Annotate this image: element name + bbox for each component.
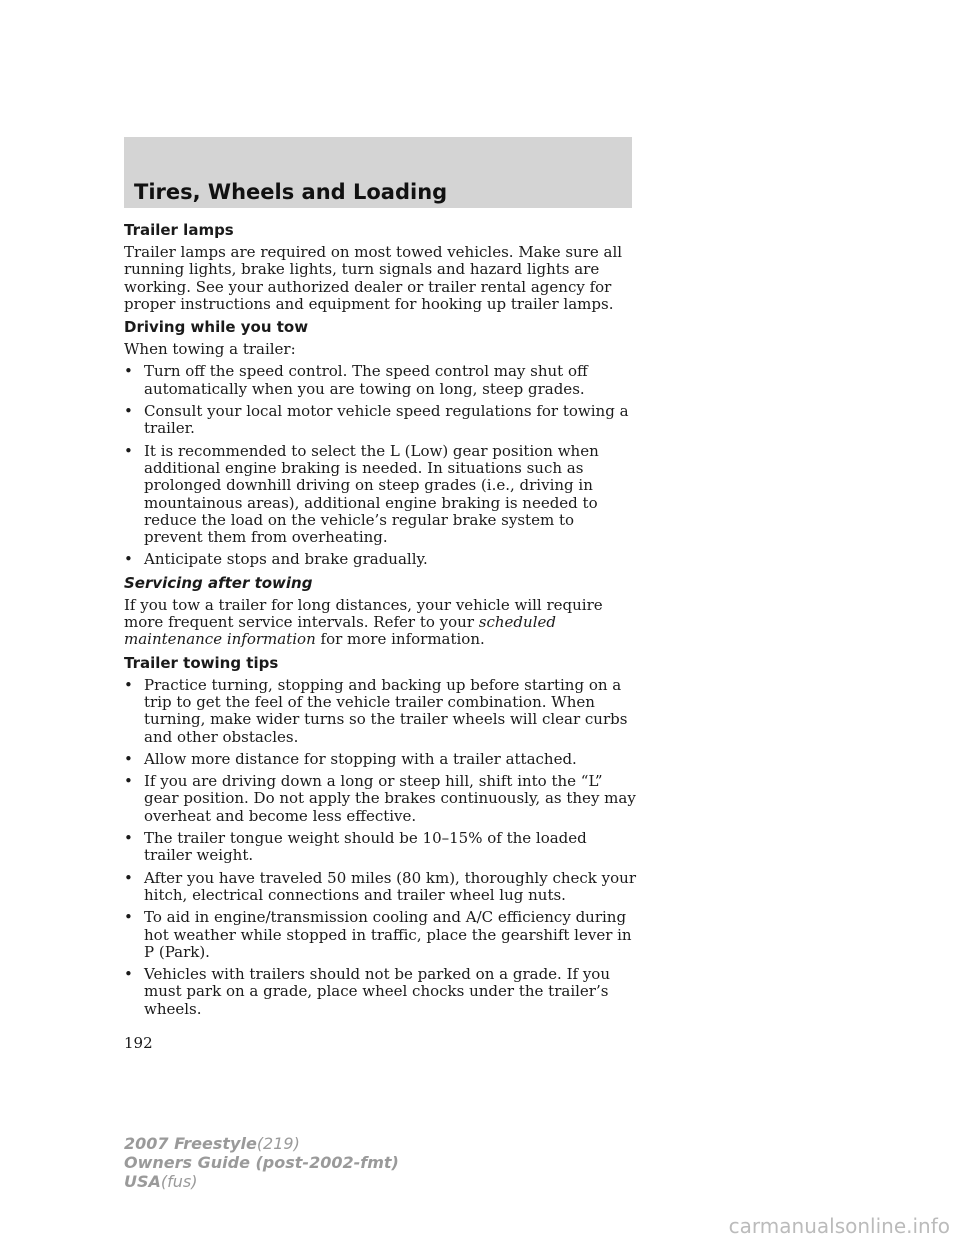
section-title: Tires, Wheels and Loading (134, 180, 448, 204)
footer-guide: Owners Guide (post-2002-fmt) (124, 1153, 399, 1172)
list-item (124, 363, 636, 398)
list-item-text: Anticipate stops and brake gradually. (144, 550, 428, 569)
watermark: carmanualsonline.info (728, 1214, 950, 1238)
list-item-text: Practice turning, stopping and backing up before starting on a trip to get the feel of the vehicle trailer combination. When turning, make wider turns so the trailer wheels will clear curbs and other obstacles. (144, 675, 628, 746)
heading-servicing-after-towing: Servicing after towing (124, 573, 313, 592)
list-item (124, 551, 636, 568)
list-driving (124, 363, 636, 568)
list-item (124, 966, 636, 1018)
document-footer (124, 1134, 399, 1191)
list-item (124, 870, 636, 905)
bullet-icon: • (124, 829, 133, 848)
bullet-icon: • (124, 362, 133, 381)
list-item-text: To aid in engine/transmission cooling and A/C efficiency during hot weather while stopped in traffic, place the gearshift lever in P (Park). (144, 908, 632, 961)
list-item-text: Allow more distance for stopping with a trailer attached. (144, 749, 577, 768)
list-item-text: The trailer tongue weight should be 10–15% of the loaded trailer weight. (144, 829, 587, 865)
list-item-text: If you are driving down a long or steep hill, shift into the “L” gear position. Do not apply the brakes continuously, as they may overheat and become less effective. (144, 772, 636, 825)
paragraph-driving-intro: When towing a trailer: (124, 340, 296, 359)
list-item (124, 751, 636, 768)
footer-market-code: (fus) (160, 1172, 198, 1191)
footer-line-guide (124, 1153, 399, 1172)
page-content (124, 221, 636, 1023)
footer-market: USA (124, 1172, 161, 1191)
footer-line-market (124, 1172, 399, 1191)
footer-line-model (124, 1134, 399, 1153)
bullet-icon: • (124, 772, 133, 791)
list-item (124, 403, 636, 438)
section-header (124, 137, 632, 208)
bullet-icon: • (124, 868, 133, 887)
servicing-text-start: If you tow a trailer for long distances, your vehicle will require more frequent service intervals. Refer to your (124, 595, 603, 632)
heading-trailer-lamps: Trailer lamps (124, 221, 234, 239)
bullet-icon: • (124, 908, 133, 927)
paragraph-trailer-lamps: Trailer lamps are required on most towed vehicles. Make sure all running lights, brake lights, turn signals and hazard lights are working. See your authorized dealer or trailer rental agency for proper instructions and equipment for hooking up trailer lamps. (124, 243, 623, 313)
list-item (124, 677, 636, 746)
list-item-text: It is recommended to select the L (Low) gear position when additional engine braking is needed. In situations such as prolonged downhill driving on steep grades (i.e., driving in mountainous areas), additional engine braking is needed to reduce the load on the vehicle’s regular brake system to prevent them from overheating. (144, 441, 599, 547)
servicing-text-end: for more information. (320, 630, 485, 649)
list-item-text: After you have traveled 50 miles (80 km), thoroughly check your hitch, electrical connections and trailer wheel lug nuts. (144, 868, 636, 904)
list-item (124, 909, 636, 961)
servicing-reference: scheduled maintenance information (124, 613, 556, 649)
footer-model-code: (219) (256, 1134, 300, 1153)
footer-model: 2007 Freestyle (124, 1134, 257, 1153)
list-item-text: Vehicles with trailers should not be parked on a grade. If you must park on a grade, place wheel chocks under the trailer’s wheels. (144, 965, 610, 1018)
heading-trailer-towing-tips: Trailer towing tips (124, 653, 279, 672)
list-item (124, 773, 636, 825)
list-item-text: Consult your local motor vehicle speed regulations for towing a trailer. (144, 402, 629, 438)
bullet-icon: • (124, 675, 133, 694)
bullet-icon: • (124, 441, 133, 460)
list-item-text: Turn off the speed control. The speed control may shut off automatically when you are towing on long, steep grades. (144, 362, 588, 398)
bullet-icon: • (124, 749, 133, 768)
paragraph-servicing (124, 597, 636, 649)
list-tips (124, 677, 636, 1018)
list-item (124, 443, 636, 547)
page-number: 192 (124, 1034, 153, 1052)
list-item (124, 830, 636, 865)
heading-driving-while-tow: Driving while you tow (124, 318, 309, 337)
bullet-icon: • (124, 550, 133, 569)
bullet-icon: • (124, 965, 133, 984)
bullet-icon: • (124, 402, 133, 421)
